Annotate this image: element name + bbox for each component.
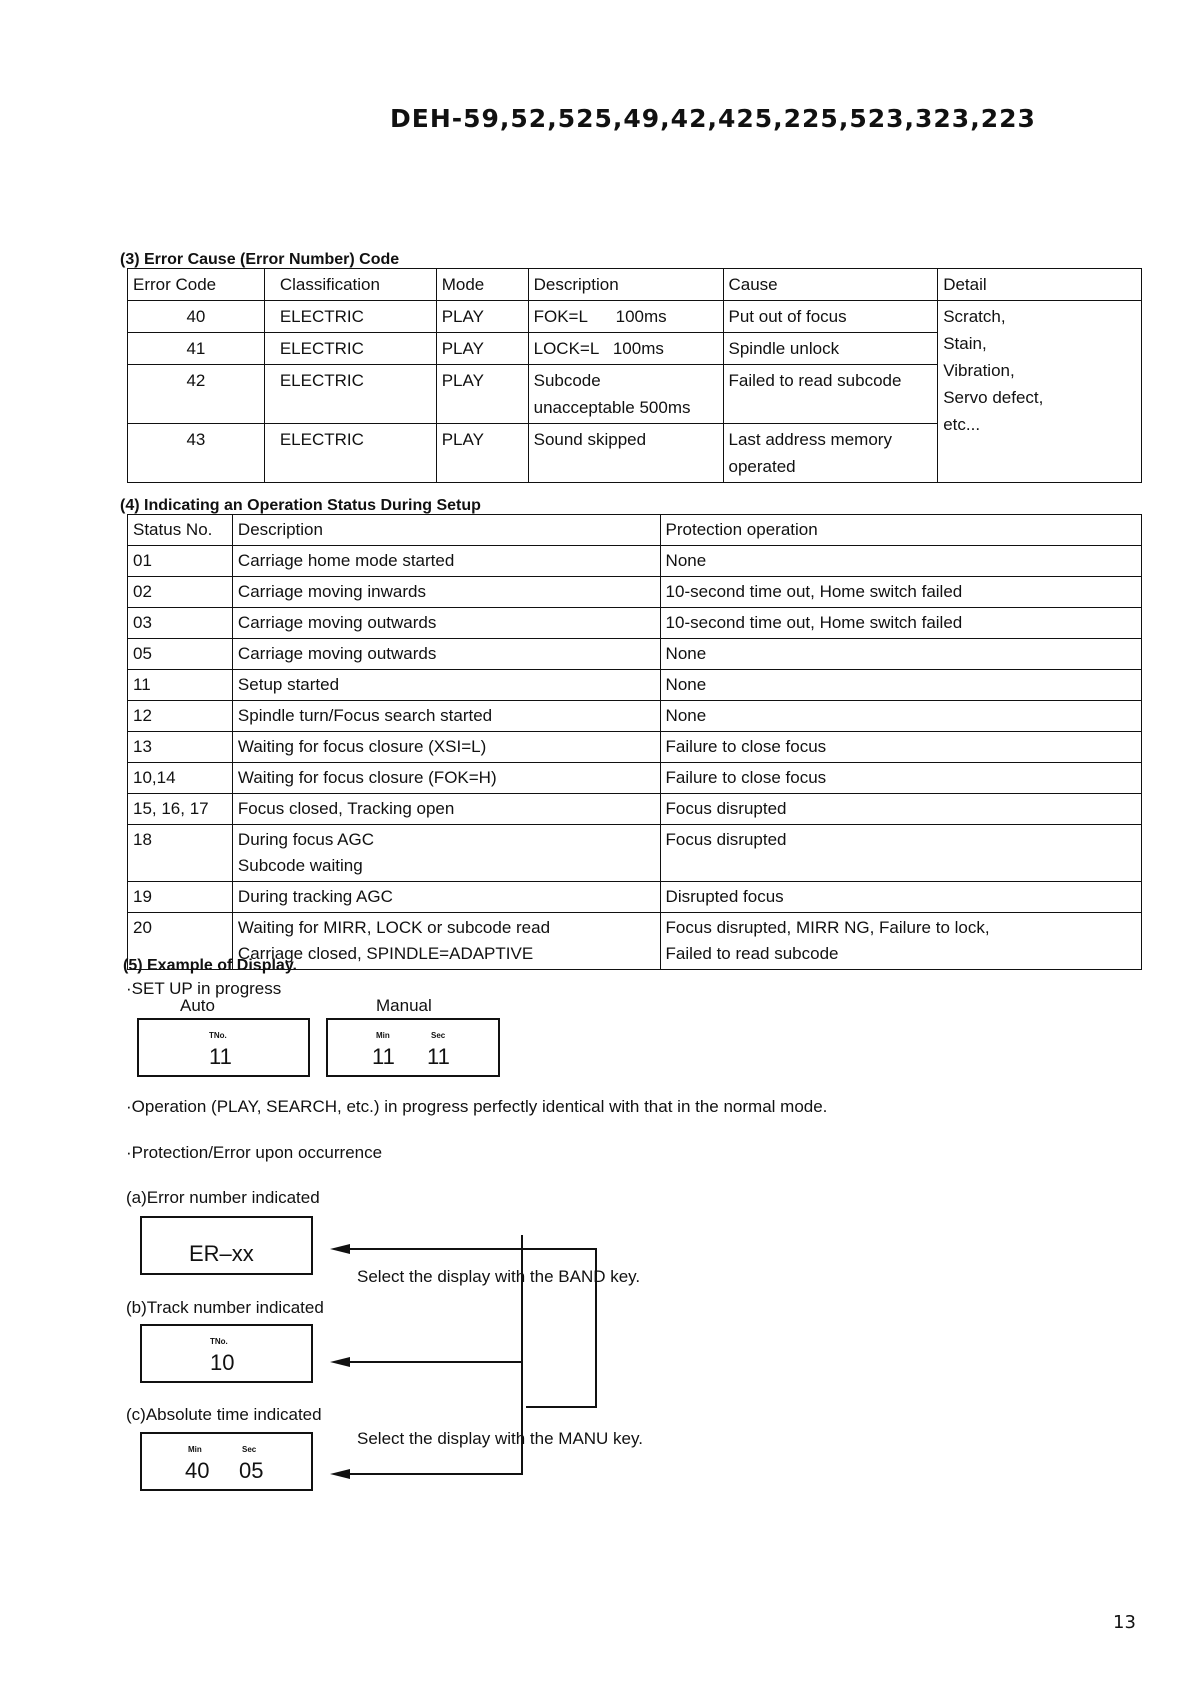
track-number: 11 <box>209 1044 232 1069</box>
description-cell: Waiting for focus closure (XSI=L) <box>232 732 660 763</box>
detail-cell <box>938 301 1142 483</box>
section4-title: (4) Indicating an Operation Status During Setup <box>120 497 481 514</box>
status-no-cell: 03 <box>128 608 233 639</box>
description-line: unacceptable 500ms <box>533 398 691 417</box>
sec-label: Sec <box>242 1445 257 1454</box>
description-cell: FOK=L 100ms <box>528 301 723 333</box>
auto-display <box>137 1018 310 1077</box>
status-no-cell: 19 <box>128 882 233 913</box>
minutes-value: 11 <box>372 1044 395 1069</box>
protection-cell: 10-second time out, Home switch failed <box>660 608 1141 639</box>
col-protection: Protection operation <box>660 515 1141 546</box>
description-cell: Carriage moving outwards <box>232 639 660 670</box>
min-label: Min <box>376 1031 390 1040</box>
status-no-cell: 10,14 <box>128 763 233 794</box>
description-cell: Carriage moving inwards <box>232 577 660 608</box>
table-row <box>128 670 1142 701</box>
status-no-cell: 12 <box>128 701 233 732</box>
manual-display <box>326 1018 500 1077</box>
col-description: Description <box>232 515 660 546</box>
table-row <box>128 301 1142 333</box>
status-no-cell: 02 <box>128 577 233 608</box>
protection-cell: None <box>660 639 1141 670</box>
table-row <box>128 608 1142 639</box>
col-detail: Detail <box>938 269 1142 301</box>
cause-cell: Spindle unlock <box>723 333 938 365</box>
table-row <box>128 882 1142 913</box>
status-no-cell: 15, 16, 17 <box>128 794 233 825</box>
table-row <box>128 732 1142 763</box>
track-number: 10 <box>210 1350 235 1375</box>
description-cell: Carriage moving outwards <box>232 608 660 639</box>
table-row <box>128 763 1142 794</box>
status-no-cell: 20 <box>128 913 233 970</box>
sec-label: Sec <box>431 1031 446 1040</box>
protection-line: Focus disrupted, MIRR NG, Failure to lock, <box>665 918 990 937</box>
protection-cell: Failure to close focus <box>660 763 1141 794</box>
track-display <box>140 1324 313 1383</box>
col-cause: Cause <box>723 269 938 301</box>
tno-label: TNo. <box>210 1337 228 1346</box>
table-header-row <box>128 515 1142 546</box>
detail-line: Vibration, <box>943 361 1015 380</box>
table-row <box>128 825 1142 882</box>
protection-cell: Disrupted focus <box>660 882 1141 913</box>
section3-title: (3) Error Cause (Error Number) Code <box>120 251 400 268</box>
status-no-cell: 11 <box>128 670 233 701</box>
error-code-cell: 43 <box>128 424 265 483</box>
protection-cell: None <box>660 701 1141 732</box>
status-no-cell: 05 <box>128 639 233 670</box>
cause-cell <box>723 424 938 483</box>
description-cell <box>232 825 660 882</box>
protection-cell <box>660 913 1141 970</box>
error-code-value: ER–xx <box>189 1241 254 1266</box>
protection-line: Failed to read subcode <box>665 944 839 963</box>
detail-line: Stain, <box>943 334 987 353</box>
table-row <box>128 794 1142 825</box>
protection-cell: None <box>660 546 1141 577</box>
seconds-value: 05 <box>239 1458 264 1483</box>
description-cell <box>528 365 723 424</box>
band-arrow-line <box>336 1249 596 1407</box>
col-status-no: Status No. <box>128 515 233 546</box>
error-code-cell: 40 <box>128 301 265 333</box>
classification-cell: ELECTRIC <box>264 333 436 365</box>
model-header: DEH-59,52,525,49,42,425,225,523,323,223 <box>390 104 1036 133</box>
arrow-head-b <box>330 1357 350 1367</box>
error-code-cell: 41 <box>128 333 265 365</box>
description-line: Waiting for MIRR, LOCK or subcode read <box>237 918 551 937</box>
description-cell: During tracking AGC <box>232 882 660 913</box>
description-cell: Focus closed, Tracking open <box>232 794 660 825</box>
operation-line: ·Operation (PLAY, SEARCH, etc.) in progress perfectly identical with that in the normal mode. <box>126 1097 828 1116</box>
mode-cell: PLAY <box>436 365 528 424</box>
band-note: Select the display with the BAND key. <box>357 1267 641 1286</box>
description-cell: Sound skipped <box>528 424 723 483</box>
description-cell: Setup started <box>232 670 660 701</box>
description-line: Subcode <box>533 371 601 390</box>
min-label: Min <box>188 1445 202 1454</box>
setup-line: ·SET UP in progress <box>126 979 282 998</box>
protection-line: ·Protection/Error upon occurrence <box>126 1143 383 1162</box>
arrow-head-c <box>330 1469 350 1479</box>
detail-line: etc... <box>943 415 981 434</box>
protection-cell: Focus disrupted <box>660 825 1141 882</box>
cause-line: operated <box>728 457 796 476</box>
classification-cell: ELECTRIC <box>264 365 436 424</box>
status-no-cell: 13 <box>128 732 233 763</box>
manu-return-arrow <box>330 1450 530 1490</box>
table-row <box>128 701 1142 732</box>
status-no-cell: 01 <box>128 546 233 577</box>
mode-cell: PLAY <box>436 424 528 483</box>
description-cell: Carriage home mode started <box>232 546 660 577</box>
mode-cell: PLAY <box>436 333 528 365</box>
cause-cell: Put out of focus <box>723 301 938 333</box>
col-classification: Classification <box>264 269 436 301</box>
cause-line: Last address memory <box>728 430 892 449</box>
manu-return-line <box>336 1460 522 1474</box>
classification-cell: ELECTRIC <box>264 301 436 333</box>
table-row <box>128 546 1142 577</box>
description-cell: LOCK=L 100ms <box>528 333 723 365</box>
protection-cell: 10-second time out, Home switch failed <box>660 577 1141 608</box>
manual-label: Manual <box>376 996 432 1015</box>
detail-line: Scratch, <box>943 307 1006 326</box>
page-number: 13 <box>1113 1612 1136 1633</box>
time-display <box>140 1432 313 1491</box>
table-header-row <box>128 269 1142 301</box>
tno-label: TNo. <box>209 1031 227 1040</box>
seconds-value: 11 <box>427 1044 450 1069</box>
table-row <box>128 639 1142 670</box>
description-line: Carriage closed, SPINDLE=ADAPTIVE <box>237 944 534 963</box>
error-display <box>140 1216 313 1275</box>
description-cell: Spindle turn/Focus search started <box>232 701 660 732</box>
minutes-value: 40 <box>185 1458 210 1483</box>
mode-cell: PLAY <box>436 301 528 333</box>
description-cell: Waiting for focus closure (FOK=H) <box>232 763 660 794</box>
absolute-time-label: (c)Absolute time indicated <box>126 1405 322 1424</box>
cause-cell: Failed to read subcode <box>723 365 938 424</box>
status-no-cell: 18 <box>128 825 233 882</box>
key-flow-arrows <box>330 1235 610 1475</box>
error-number-label: (a)Error number indicated <box>126 1188 320 1207</box>
error-code-table <box>127 268 1142 483</box>
col-description: Description <box>528 269 723 301</box>
manu-note: Select the display with the MANU key. <box>357 1429 643 1448</box>
arrow-head-a <box>330 1244 350 1254</box>
auto-label: Auto <box>180 996 215 1015</box>
protection-cell: Failure to close focus <box>660 732 1141 763</box>
protection-cell: Focus disrupted <box>660 794 1141 825</box>
section5-title: (5) Example of Display. <box>123 957 297 974</box>
detail-line: Servo defect, <box>943 388 1044 407</box>
track-number-label: (b)Track number indicated <box>126 1298 324 1317</box>
col-mode: Mode <box>436 269 528 301</box>
description-line: Subcode waiting <box>237 856 363 875</box>
error-code-cell: 42 <box>128 365 265 424</box>
classification-cell: ELECTRIC <box>264 424 436 483</box>
description-line: During focus AGC <box>237 830 374 849</box>
operation-status-table <box>127 514 1142 970</box>
col-error-code: Error Code <box>128 269 265 301</box>
protection-cell: None <box>660 670 1141 701</box>
table-row <box>128 577 1142 608</box>
